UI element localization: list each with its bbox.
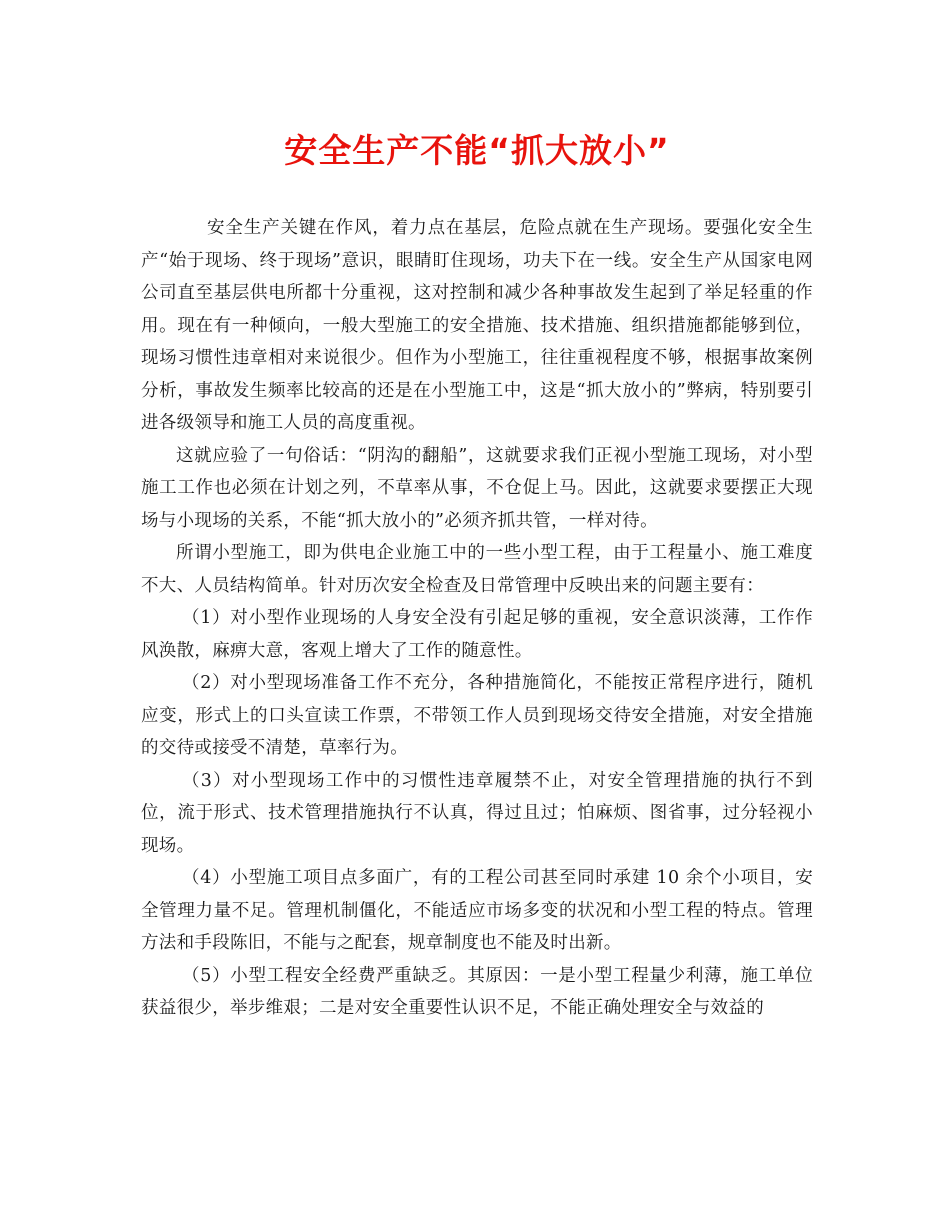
paragraph-intro: 安全生产关键在作风，着力点在基层，危险点就在生产现场。要强化安全生产“始于现场、终于现场”意识，眼睛盯住现场，功夫下在一线。安全生产从国家电网公司直至基层供电所都十分重视，这对控制和减少各种事故发生起到了举足轻重的作用。现在有一种倾向，一般大型施工的安全措施、技术措施、组织措施都能够到位，现场习惯性违章相对来说很少。但作为小型施工，往往重视程度不够，根据事故案例分析，事故发生频率比较高的还是在小型施工中，这是“抓大放小的”弊病，特别要引进各级领导和施工人员的高度重视。 [141,218,813,433]
document-title: 安全生产不能“抓大放小” [284,131,670,170]
list-item-2: （2）对小型现场准备工作不充分，各种措施简化，不能按正常程序进行，随机应变，形式上的口头宣读工作票，不带领工作人员到现场交待安全措施，对安全措施的交待或接受不清楚，草率行为。 [141,673,813,758]
list-item-4: （4）小型施工项目点多面广，有的工程公司甚至同时承建 10 余个小项目，安全管理力量不足。管理机制僵化，不能适应市场多变的状况和小型工程的特点。管理方法和手段陈旧，不能与之配套，规章制度也不能及时出新。 [141,868,813,953]
list-item-3: （3）对小型现场工作中的习惯性违章履禁不止，对安全管理措施的执行不到位，流于形式、技术管理措施执行不认真，得过且过；怕麻烦、图省事，过分轻视小现场。 [141,770,813,856]
paragraph-proverb: 这就应验了一句俗话：“阴沟的翻船”，这就要求我们正视小型施工现场，对小型施工工作也必须在计划之列，不草率从事，不仓促上马。因此，这就要求要摆正大现场与小现场的关系，不能“抓大放小的”必须齐抓共管，一样对待。 [141,445,813,531]
document-page [141,128,813,1025]
list-item-5: （5）小型工程安全经费严重缺乏。其原因：一是小型工程量少利薄，施工单位获益很少，举步维艰；二是对安全重要性认识不足，不能正确处理安全与效益的 [141,965,813,1018]
paragraph-definition: 所谓小型施工，即为供电企业施工中的一些小型工程，由于工程量小、施工难度不大、人员结构简单。针对历次安全检查及日常管理中反映出来的问题主要有： [141,543,813,596]
list-item-1: （1）对小型作业现场的人身安全没有引起足够的重视，安全意识淡薄，工作作风涣散，麻痹大意，客观上增大了工作的随意性。 [141,608,813,661]
